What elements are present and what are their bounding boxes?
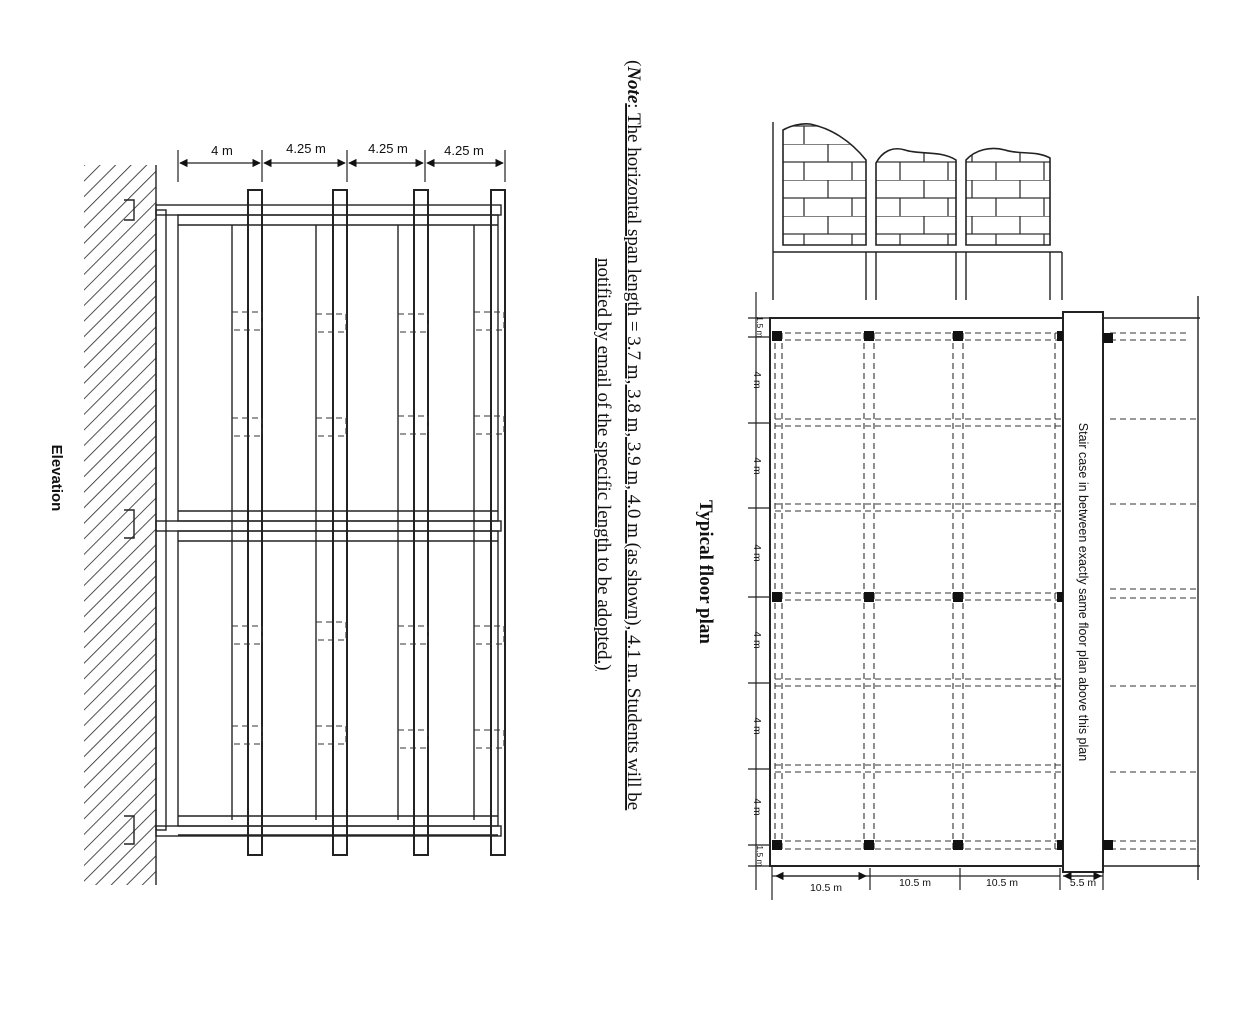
stair-case-note: Stair case in between exactly same floor plan above this plan [1076, 422, 1090, 762]
vdim-label-4: 4 m [751, 544, 763, 562]
vdim-label-2: 4 m [751, 371, 763, 389]
span-label-3: 4.25 m [368, 141, 408, 156]
note-label: Note [623, 66, 644, 104]
beam-grid [775, 333, 1198, 849]
elevation-columns [232, 190, 505, 855]
note-text [593, 60, 644, 810]
vdim-label-8: 1.5 m [755, 845, 765, 867]
elevation-frames [178, 215, 498, 835]
vdim-label-1: 1.5 m [755, 316, 765, 338]
note-line-1-text: : The horizontal span length = 3.7 m, 3.8 m, 3.9 m, 4.0 m (as shown), 4.1 m. Students will be [623, 103, 644, 811]
elevation-openings [232, 312, 504, 748]
hdim-label-2: 10.5 m [898, 877, 932, 889]
vdim-label-6: 4 m [751, 717, 763, 735]
plan-horizontal-dimensions [772, 866, 1103, 900]
vdim-label-5: 4 m [751, 631, 763, 649]
floor-plan-drawing [695, 122, 1200, 900]
brick-wall-strip [773, 122, 1062, 300]
hdim-label-4: 5.5 m [1069, 877, 1097, 889]
elevation-title: Elevation [48, 444, 65, 512]
elevation-span-dimensions [178, 141, 505, 182]
hdim-label-3: 10.5 m [985, 877, 1019, 889]
span-label-1: 4 m [211, 143, 233, 158]
note-line-2: notified by email of the specific length to be adopted.) [593, 258, 614, 671]
ground-hatch [84, 165, 156, 885]
plan-columns [772, 331, 1113, 850]
hdim-label-1: 10.5 m [809, 882, 843, 894]
elevation-drawing [48, 141, 505, 885]
span-label-2: 4.25 m [286, 141, 326, 156]
plan-vertical-dimensions [748, 292, 770, 890]
vdim-label-3: 4 m [751, 457, 763, 475]
span-label-4: 4.25 m [444, 143, 484, 158]
floor-plan-title: Typical floor plan [695, 500, 716, 644]
note-line-1: (Note: The horizontal span length = 3.7 m, 3.8 m, 3.9 m, 4.0 m (as shown), 4.1 m. Students will be [623, 60, 644, 811]
vdim-label-7: 4 m [751, 798, 763, 816]
plan-outline [770, 296, 1200, 880]
